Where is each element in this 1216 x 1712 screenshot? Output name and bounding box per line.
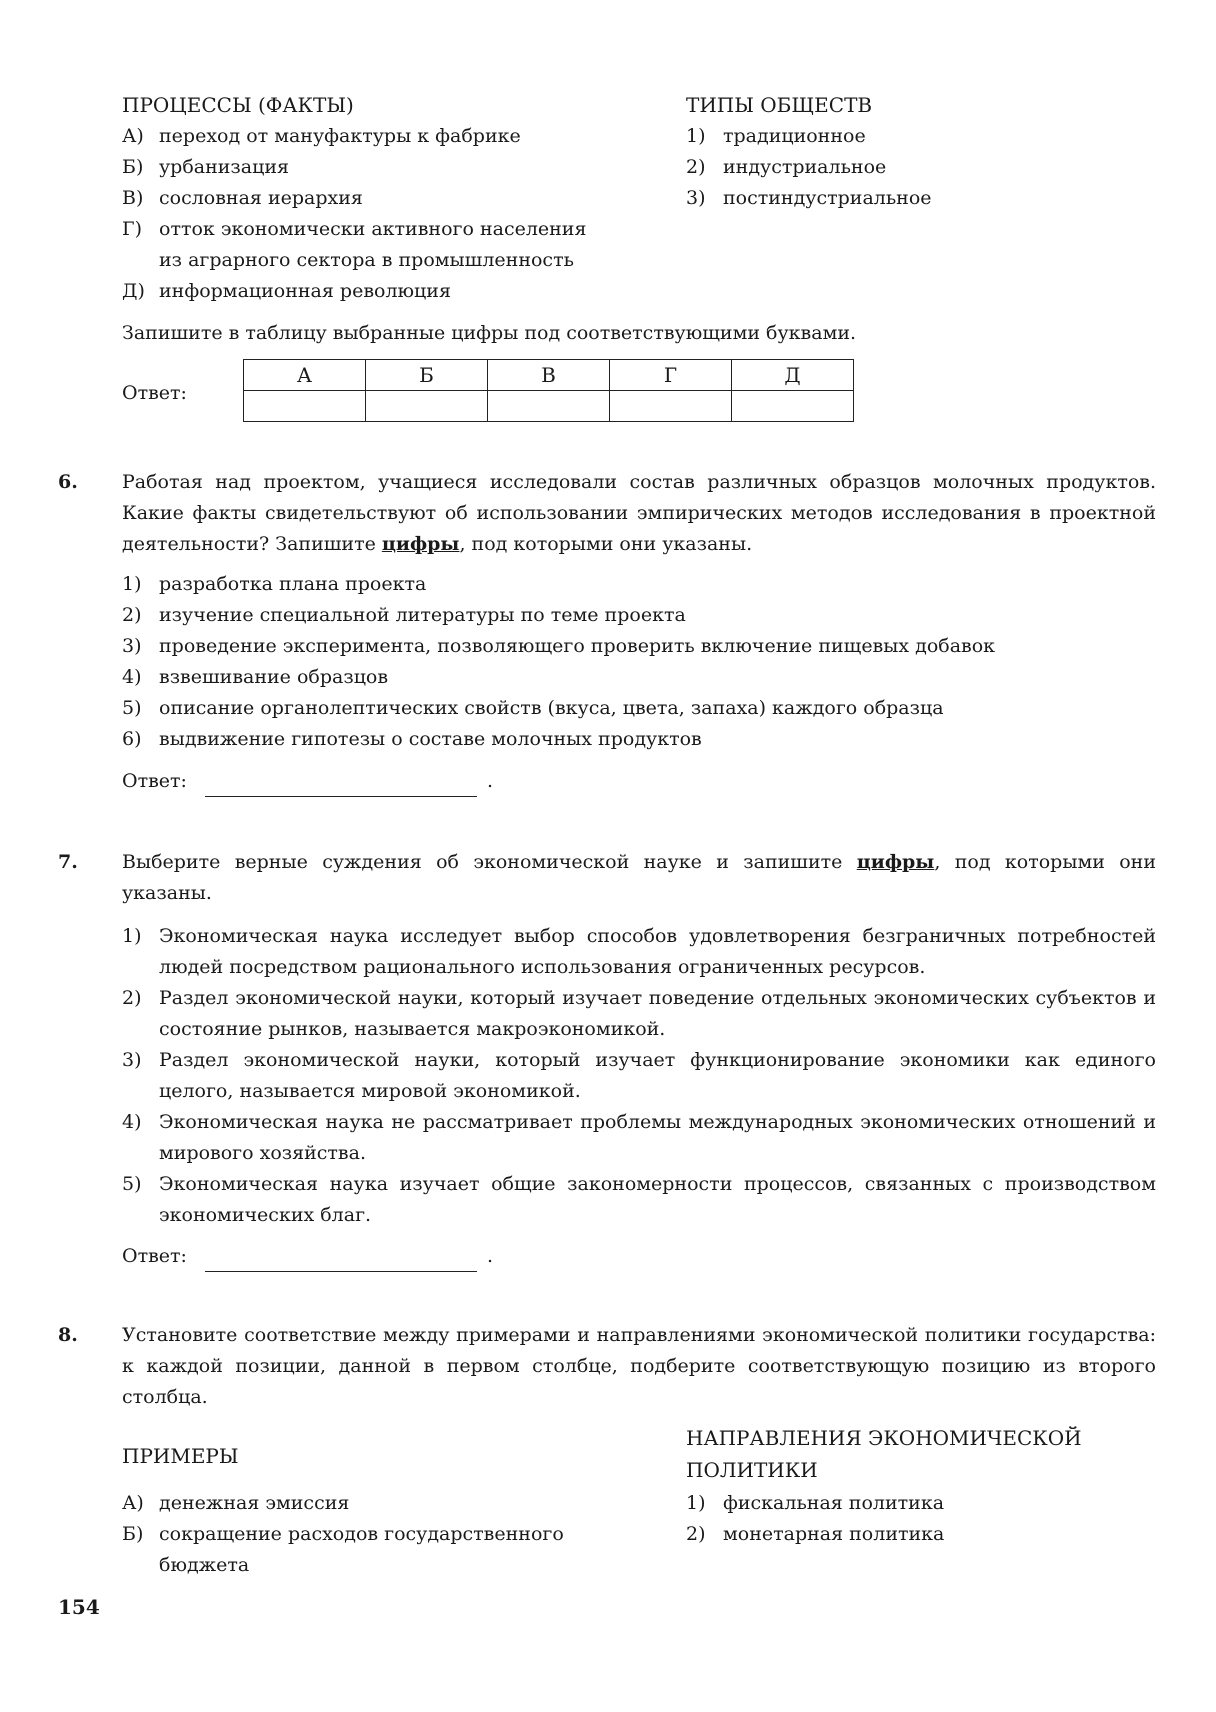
list-item: 3) постиндустриальное	[686, 187, 932, 209]
options-list	[122, 569, 1156, 755]
list-item: Б) сокращение расходов государственного бюджета	[122, 1523, 564, 1576]
question-number: 8.	[58, 1324, 78, 1346]
list-item: 2) изучение специальной литературы по теме проекта	[122, 604, 686, 626]
list-item: 2) индустриальное	[686, 156, 887, 178]
question-text: Выберите верные суждения об экономической науке и запишите цифры, под которыми они указаны.	[122, 851, 1157, 904]
column-header-v: В	[488, 360, 610, 391]
column-header-a: А	[244, 360, 366, 391]
column-header-b: Б	[366, 360, 488, 391]
column-header-g: Г	[610, 360, 732, 391]
society-types-list	[686, 121, 1086, 214]
answer-row: Ответ: .	[122, 766, 493, 797]
list-item: 4) Экономическая наука не рассматривает проблемы международных экономических отношений и мирового хозяйства.	[122, 1111, 1156, 1164]
answer-cell-d[interactable]	[732, 391, 854, 422]
page-number: 154	[58, 1595, 100, 1619]
answer-row: Ответ: .	[122, 1241, 493, 1272]
list-item: Б) урбанизация	[122, 156, 289, 178]
list-item: В) сословная иерархия	[122, 187, 363, 209]
list-item: 1) Экономическая наука исследует выбор способов удовлетворения безграничных потребностей людей посредством рационального использования ограниченных ресурсов.	[122, 925, 1156, 978]
list-item: 1) традиционное	[686, 125, 866, 147]
policy-directions-header: НАПРАВЛЕНИЯ ЭКОНОМИЧЕСКОЙ ПОЛИТИКИ	[686, 1426, 1082, 1482]
list-item: А) переход от мануфактуры к фабрике	[122, 125, 521, 147]
answer-cell-b[interactable]	[366, 391, 488, 422]
answer-label: Ответ:	[122, 382, 187, 404]
question-number: 6.	[58, 471, 78, 493]
table-instruction: Запишите в таблицу выбранные цифры под соответствующими буквами.	[122, 322, 857, 344]
answer-cell-g[interactable]	[610, 391, 732, 422]
list-item: 2) монетарная политика	[686, 1523, 945, 1545]
list-item: 5) описание органолептических свойств (вкуса, цвета, запаха) каждого образца	[122, 697, 944, 719]
processes-header: ПРОЦЕССЫ (ФАКТЫ)	[122, 93, 354, 117]
list-item: 1) разработка плана проекта	[122, 573, 427, 595]
answer-line[interactable]	[205, 774, 477, 797]
question-text: Работая над проектом, учащиеся исследовали состав различных образцов молочных продуктов. Какие факты свидетельствуют об использовании эмпирических методов исследования в проектной деятельности? Запишите цифры, под которыми они указаны.	[122, 471, 1156, 555]
column-header-d: Д	[732, 360, 854, 391]
policy-directions-list	[686, 1488, 1086, 1550]
list-item: 3) проведение эксперимента, позволяющего проверить включение пищевых добавок	[122, 635, 996, 657]
list-item: Г) отток экономически активного населения из аграрного сектора в промышленность	[122, 218, 587, 271]
examples-header: ПРИМЕРЫ	[122, 1444, 239, 1468]
list-item: 2) Раздел экономической науки, который изучает поведение отдельных экономических субъектов и состояние рынков, называется макроэкономикой.	[122, 987, 1156, 1040]
answer-cell-a[interactable]	[244, 391, 366, 422]
question-text: Установите соответствие между примерами и направлениями экономической политики государства: к каждой позиции, данной в первом столбце, подберите соответствующую позицию из второго столбца.	[122, 1324, 1156, 1408]
answer-cell-v[interactable]	[488, 391, 610, 422]
list-item: 5) Экономическая наука изучает общие закономерности процессов, связанных с производством экономических благ.	[122, 1173, 1156, 1226]
question-number: 7.	[58, 851, 78, 873]
list-item: 4) взвешивание образцов	[122, 666, 389, 688]
processes-list	[122, 121, 622, 307]
list-item: А) денежная эмиссия	[122, 1492, 350, 1514]
examples-list	[122, 1488, 592, 1581]
list-item: 3) Раздел экономической науки, который изучает функционирование экономики как единого целого, называется мировой экономикой.	[122, 1049, 1156, 1102]
list-item: Д) информационная революция	[122, 280, 451, 302]
answer-table	[243, 359, 854, 422]
answer-line[interactable]	[205, 1249, 477, 1272]
options-list	[122, 921, 1156, 1231]
list-item: 1) фискальная политика	[686, 1492, 945, 1514]
society-types-header: ТИПЫ ОБЩЕСТВ	[686, 93, 873, 117]
list-item: 6) выдвижение гипотезы о составе молочных продуктов	[122, 728, 702, 750]
